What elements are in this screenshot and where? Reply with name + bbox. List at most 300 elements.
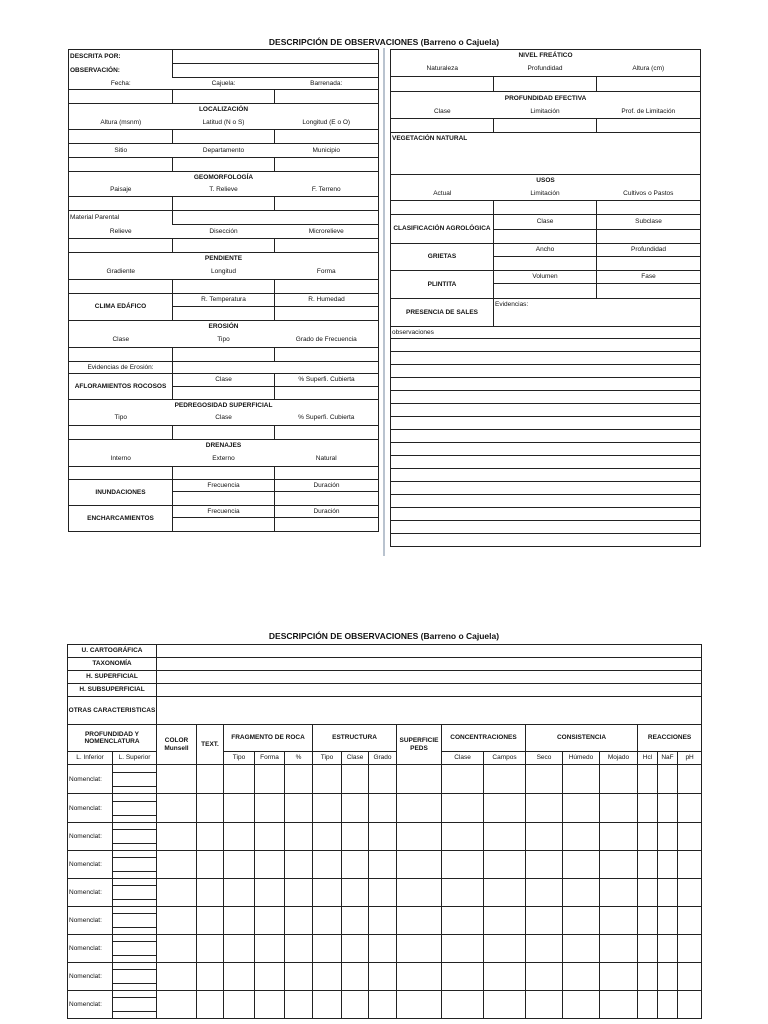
horizon-cell[interactable] <box>313 794 342 823</box>
horizon-cell[interactable] <box>484 879 526 907</box>
horizon-cell[interactable] <box>197 879 224 907</box>
ancho-field[interactable] <box>494 257 597 271</box>
sitio-label: Sitio <box>69 144 173 158</box>
observaciones-line[interactable] <box>391 352 701 365</box>
horizon-cell[interactable] <box>397 991 442 1019</box>
horizon-cell[interactable] <box>224 765 255 794</box>
horizon-cell[interactable] <box>600 765 638 794</box>
horizon-cell[interactable] <box>224 879 255 907</box>
naturaleza-label: Naturaleza <box>391 62 494 77</box>
evidencias-erosion-field[interactable] <box>173 362 379 374</box>
usos-limitacion-field[interactable] <box>494 201 597 215</box>
altura-cm-field[interactable] <box>597 77 701 92</box>
horizon-cell[interactable] <box>484 907 526 935</box>
nomenclat-label: Nomenclat: <box>68 830 113 844</box>
horizon-cell[interactable] <box>678 851 702 879</box>
horizon-cell[interactable] <box>658 765 678 794</box>
horizon-cell[interactable] <box>442 851 484 879</box>
observacion-field[interactable] <box>173 64 379 78</box>
observaciones-line[interactable] <box>391 521 701 534</box>
fecha-label: Fecha: <box>110 79 131 87</box>
horizon-cell[interactable] <box>342 851 369 879</box>
horizon-cell[interactable] <box>563 823 600 851</box>
horizon-cell[interactable] <box>600 935 638 963</box>
observaciones-line[interactable] <box>391 378 701 391</box>
horizon-cell[interactable] <box>638 794 658 823</box>
horizon-cell[interactable] <box>157 879 197 907</box>
horizon-cell[interactable] <box>526 823 563 851</box>
erosion-tipo-field[interactable] <box>173 348 275 362</box>
observaciones-line[interactable] <box>391 365 701 378</box>
horizon-cell[interactable] <box>224 907 255 935</box>
l-superior-cell[interactable] <box>113 956 157 963</box>
horizon-cell[interactable] <box>285 879 313 907</box>
ancho-label: Ancho <box>494 244 597 257</box>
horizon-cell[interactable] <box>638 963 658 991</box>
forma-field[interactable] <box>275 280 379 294</box>
horizon-cell[interactable] <box>157 963 197 991</box>
r-humedad-field[interactable] <box>275 307 379 321</box>
horizon-cell[interactable] <box>285 907 313 935</box>
horizon-cell[interactable] <box>484 991 526 1019</box>
l-inferior-cell <box>68 872 113 879</box>
l-superior-cell[interactable] <box>113 1012 157 1019</box>
horizon-cell[interactable] <box>526 935 563 963</box>
horizon-cell[interactable] <box>369 765 397 794</box>
natural-label: Natural <box>275 452 379 467</box>
horizon-cell[interactable] <box>600 991 638 1019</box>
horizon-cell[interactable] <box>442 907 484 935</box>
horizon-cell[interactable] <box>638 991 658 1019</box>
inundaciones-duracion-label: Duración <box>275 480 379 492</box>
altura-label: Altura (msnm) <box>69 116 173 130</box>
seco-header: Seco <box>526 752 563 765</box>
pedregosidad-clase-field[interactable] <box>173 426 275 440</box>
horizon-cell[interactable] <box>313 935 342 963</box>
horizon-cell[interactable] <box>369 991 397 1019</box>
afloramientos-label: AFLORAMIENTOS ROCOSOS <box>69 374 173 400</box>
horizon-cell[interactable] <box>678 794 702 823</box>
horizon-cell[interactable] <box>397 907 442 935</box>
naturaleza-field[interactable] <box>391 77 494 92</box>
horizon-cell[interactable] <box>658 823 678 851</box>
horizon-cell[interactable] <box>563 935 600 963</box>
horizon-cell[interactable] <box>255 823 285 851</box>
evidencias-field[interactable]: Evidencias: <box>494 299 701 327</box>
horizon-cell[interactable] <box>342 765 369 794</box>
l-superior-cell[interactable] <box>113 872 157 879</box>
afloramientos-pct-field[interactable] <box>275 387 379 400</box>
pe-limitacion-field[interactable] <box>494 119 597 133</box>
l-superior-cell[interactable] <box>113 886 157 900</box>
concentraciones-header: CONCENTRACIONES <box>442 725 526 752</box>
taxonomia-field[interactable] <box>157 658 702 671</box>
horizon-cell[interactable] <box>255 991 285 1019</box>
horizon-cell[interactable] <box>369 907 397 935</box>
fragmento-forma-header: Forma <box>255 752 285 765</box>
horizon-cell[interactable] <box>563 963 600 991</box>
microrelieve-field[interactable] <box>275 239 379 253</box>
horizon-cell[interactable] <box>397 851 442 879</box>
observaciones-line[interactable] <box>391 482 701 495</box>
horizon-cell[interactable] <box>600 794 638 823</box>
erosion-clase-field[interactable] <box>69 348 173 362</box>
horizon-cell[interactable] <box>563 765 600 794</box>
diseccion-field[interactable] <box>173 239 275 253</box>
horizon-cell[interactable] <box>484 765 526 794</box>
observaciones-line[interactable] <box>391 534 701 547</box>
observaciones-line[interactable] <box>391 508 701 521</box>
usos-limitacion-label: Limitación <box>530 189 560 197</box>
l-superior-cell[interactable] <box>113 773 157 787</box>
descrita-field[interactable] <box>173 50 379 64</box>
vegetacion-natural-field[interactable]: VEGETACIÓN NATURAL <box>391 133 701 175</box>
horizon-cell[interactable] <box>442 991 484 1019</box>
horizon-cell[interactable] <box>442 765 484 794</box>
l-superior-cell[interactable] <box>113 928 157 935</box>
fecha-field[interactable] <box>69 90 173 104</box>
l-superior-cell[interactable] <box>113 787 157 794</box>
l-superior-cell[interactable] <box>113 851 157 858</box>
horizon-cell[interactable] <box>658 963 678 991</box>
horizon-cell[interactable] <box>369 935 397 963</box>
horizon-cell[interactable] <box>526 794 563 823</box>
horizon-cell[interactable] <box>484 963 526 991</box>
horizon-cell[interactable] <box>224 794 255 823</box>
horizon-cell[interactable] <box>157 851 197 879</box>
l-superior-cell[interactable] <box>113 794 157 802</box>
horizon-cell[interactable] <box>484 794 526 823</box>
horizon-cell[interactable] <box>197 963 224 991</box>
horizon-cell[interactable] <box>658 851 678 879</box>
barrenada-field[interactable] <box>275 90 379 104</box>
horizon-cell[interactable] <box>678 907 702 935</box>
longitud-label: Longitud (E o O) <box>275 116 379 130</box>
grado-frecuencia-label: Grado de Frecuencia <box>275 333 379 348</box>
municipio-field[interactable] <box>275 158 379 172</box>
otras-caracteristicas-field[interactable] <box>157 697 702 725</box>
horizon-cell[interactable] <box>484 935 526 963</box>
nf-profundidad-field[interactable] <box>494 77 597 92</box>
l-superior-cell[interactable] <box>113 907 157 914</box>
horizon-cell[interactable] <box>255 879 285 907</box>
subclase-field[interactable] <box>597 230 701 244</box>
horizon-row <box>68 823 702 830</box>
observaciones-line[interactable] <box>391 404 701 417</box>
horizon-cell[interactable] <box>678 963 702 991</box>
horizon-cell[interactable] <box>157 765 197 794</box>
horizon-cell[interactable] <box>526 879 563 907</box>
l-superior-header: L. Superior <box>113 752 157 765</box>
horizon-cell[interactable] <box>369 851 397 879</box>
horizon-cell[interactable] <box>197 935 224 963</box>
horizon-cell[interactable] <box>224 851 255 879</box>
horizon-cell[interactable] <box>157 907 197 935</box>
horizon-cell[interactable] <box>563 907 600 935</box>
horizon-cell[interactable] <box>224 963 255 991</box>
pe-limitacion-label: Limitación <box>530 107 560 115</box>
encharcamientos-duracion-field[interactable] <box>275 518 379 532</box>
horizon-cell[interactable] <box>526 851 563 879</box>
l-inferior-cell <box>68 963 113 970</box>
horizon-cell[interactable] <box>397 935 442 963</box>
horizon-cell[interactable] <box>342 823 369 851</box>
horizon-cell[interactable] <box>397 963 442 991</box>
horizon-cell[interactable] <box>197 851 224 879</box>
horizon-cell[interactable] <box>600 879 638 907</box>
r-temperatura-field[interactable] <box>173 307 275 321</box>
ph-header: pH <box>678 752 702 765</box>
horizon-cell[interactable] <box>678 765 702 794</box>
natural-field[interactable] <box>275 467 379 480</box>
horizon-cell[interactable] <box>442 963 484 991</box>
longitud-field[interactable] <box>275 130 379 144</box>
horizon-cell[interactable] <box>484 823 526 851</box>
cajuela-field[interactable] <box>173 90 275 104</box>
horizon-cell[interactable] <box>285 794 313 823</box>
fragmento-header: FRAGMENTO DE ROCA <box>224 725 313 752</box>
prof-nomenclatura-header: PROFUNDIDAD Y NOMENCLATURA <box>68 725 157 752</box>
horizon-cell[interactable] <box>397 879 442 907</box>
horizon-cell[interactable] <box>678 935 702 963</box>
horizon-cell[interactable] <box>600 907 638 935</box>
l-superior-cell[interactable] <box>113 900 157 907</box>
sitio-field[interactable] <box>69 158 173 172</box>
horizon-cell[interactable] <box>526 963 563 991</box>
horizon-cell[interactable] <box>638 935 658 963</box>
horizon-cell[interactable] <box>638 765 658 794</box>
volumen-field[interactable] <box>494 284 597 299</box>
horizon-cell[interactable] <box>285 765 313 794</box>
fase-field[interactable] <box>597 284 701 299</box>
horizon-cell[interactable] <box>197 794 224 823</box>
latitud-field[interactable] <box>173 130 275 144</box>
horizon-cell[interactable] <box>197 907 224 935</box>
erosion-heading: EROSIÓN <box>69 321 379 333</box>
horizon-cell[interactable] <box>255 794 285 823</box>
inundaciones-frecuencia-field[interactable] <box>173 492 275 506</box>
horizon-cell[interactable] <box>442 823 484 851</box>
observaciones-line[interactable] <box>391 430 701 443</box>
f-terreno-field[interactable] <box>275 197 379 211</box>
altura-field[interactable] <box>69 130 173 144</box>
h-subsuperficial-field[interactable] <box>157 684 702 697</box>
horizon-cell[interactable] <box>313 879 342 907</box>
horizon-cell[interactable] <box>224 991 255 1019</box>
horizon-cell[interactable] <box>285 963 313 991</box>
horizon-cell[interactable] <box>563 879 600 907</box>
horizon-cell[interactable] <box>342 794 369 823</box>
material-parental-label: Material Parental <box>69 211 173 225</box>
l-superior-cell[interactable] <box>113 879 157 886</box>
horizon-cell[interactable] <box>563 794 600 823</box>
horizon-cell[interactable] <box>442 879 484 907</box>
horizon-cell[interactable] <box>658 794 678 823</box>
paisaje-field[interactable] <box>69 197 173 211</box>
l-superior-cell[interactable] <box>113 816 157 823</box>
observaciones-line[interactable] <box>391 443 701 456</box>
departamento-field[interactable] <box>173 158 275 172</box>
ca-clase-field[interactable] <box>494 230 597 244</box>
inundaciones-duracion-field[interactable] <box>275 492 379 506</box>
actual-field[interactable] <box>391 201 494 215</box>
h-superficial-label: H. SUPERFICIAL <box>68 671 157 684</box>
externo-field[interactable] <box>173 467 275 480</box>
descrita-label: DESCRITA POR: <box>70 53 121 61</box>
horizon-cell[interactable] <box>255 851 285 879</box>
afloramientos-clase-field[interactable] <box>173 387 275 400</box>
pedregosidad-pct-field[interactable] <box>275 426 379 440</box>
gradiente-field[interactable] <box>69 280 173 294</box>
l-superior-cell[interactable] <box>113 935 157 942</box>
observaciones-line[interactable] <box>391 391 701 404</box>
pedregosidad-tipo-field[interactable] <box>69 426 173 440</box>
horizon-cell[interactable] <box>658 907 678 935</box>
grado-frecuencia-field[interactable] <box>275 348 379 362</box>
observaciones-line[interactable] <box>391 456 701 469</box>
horizon-cell[interactable] <box>255 907 285 935</box>
horizon-cell[interactable] <box>442 794 484 823</box>
l-superior-cell[interactable] <box>113 823 157 830</box>
observaciones-line[interactable] <box>391 495 701 508</box>
h-superficial-field[interactable] <box>157 671 702 684</box>
horizon-cell[interactable] <box>397 823 442 851</box>
horizon-cell[interactable] <box>600 851 638 879</box>
prof-limitacion-field[interactable] <box>597 119 701 133</box>
horizon-cell[interactable] <box>638 907 658 935</box>
horizon-cell[interactable] <box>678 823 702 851</box>
horizon-cell[interactable] <box>197 823 224 851</box>
horizon-cell[interactable] <box>224 823 255 851</box>
l-superior-cell[interactable] <box>113 942 157 956</box>
u-cartografica-field[interactable] <box>157 645 702 658</box>
horizon-cell[interactable] <box>397 765 442 794</box>
horizon-cell[interactable] <box>255 935 285 963</box>
l-superior-cell[interactable] <box>113 802 157 816</box>
cultivos-pastos-field[interactable] <box>597 201 701 215</box>
horizon-cell[interactable] <box>342 935 369 963</box>
horizon-cell[interactable] <box>342 963 369 991</box>
horizon-cell[interactable] <box>313 963 342 991</box>
horizon-cell[interactable] <box>369 879 397 907</box>
l-superior-cell[interactable] <box>113 765 157 773</box>
observaciones-line[interactable] <box>391 339 701 352</box>
horizon-cell[interactable] <box>197 991 224 1019</box>
pe-clase-field[interactable] <box>391 119 494 133</box>
l-inferior-cell <box>68 879 113 886</box>
observaciones-line[interactable] <box>391 469 701 482</box>
horizon-cell[interactable] <box>658 991 678 1019</box>
horizon-cell[interactable] <box>313 991 342 1019</box>
horizon-cell[interactable] <box>563 851 600 879</box>
interno-field[interactable] <box>69 467 173 480</box>
horizon-cell[interactable] <box>285 823 313 851</box>
paisaje-label: Paisaje <box>69 184 173 197</box>
horizon-cell[interactable] <box>638 851 658 879</box>
longitud-p-field[interactable] <box>173 280 275 294</box>
horizon-cell[interactable] <box>157 823 197 851</box>
l-superior-cell[interactable] <box>113 970 157 984</box>
horizon-cell[interactable] <box>157 794 197 823</box>
l-inferior-cell <box>68 984 113 991</box>
horizon-cell[interactable] <box>285 851 313 879</box>
actual-label: Actual <box>391 187 494 201</box>
horizon-cell[interactable] <box>526 991 563 1019</box>
horizon-cell[interactable] <box>255 765 285 794</box>
grietas-profundidad-field[interactable] <box>597 257 701 271</box>
horizon-cell[interactable] <box>600 823 638 851</box>
volumen-label: Volumen <box>494 271 597 284</box>
l-inferior-cell <box>68 844 113 851</box>
relieve-field[interactable] <box>69 239 173 253</box>
observaciones-line[interactable] <box>391 417 701 430</box>
horizon-cell[interactable] <box>526 907 563 935</box>
horizon-cell[interactable] <box>484 851 526 879</box>
otras-caracteristicas-label: OTRAS CARACTERISTICAS <box>68 697 157 725</box>
localizacion-heading: LOCALIZACIÓN <box>69 104 379 116</box>
horizon-cell[interactable] <box>313 823 342 851</box>
externo-label: Externo <box>212 455 235 463</box>
l-inferior-cell <box>68 816 113 823</box>
l-superior-cell[interactable] <box>113 984 157 991</box>
horizon-cell[interactable] <box>369 823 397 851</box>
horizon-row <box>68 991 702 998</box>
horizon-cell[interactable] <box>678 991 702 1019</box>
form2-title: DESCRIPCIÓN DE OBSERVACIONES (Barreno o Cajuela) <box>268 631 500 641</box>
horizon-cell[interactable] <box>197 765 224 794</box>
encharcamientos-frecuencia-field[interactable] <box>173 518 275 532</box>
prof-limitacion-label: Prof. de Limitación <box>597 105 701 119</box>
horizon-cell[interactable] <box>313 851 342 879</box>
horizon-cell[interactable] <box>224 935 255 963</box>
l-superior-cell[interactable] <box>113 998 157 1012</box>
horizon-cell[interactable] <box>638 879 658 907</box>
horizon-cell[interactable] <box>563 991 600 1019</box>
l-superior-cell[interactable] <box>113 844 157 851</box>
horizon-cell[interactable] <box>442 935 484 963</box>
horizon-cell[interactable] <box>342 991 369 1019</box>
horizon-cell[interactable] <box>342 879 369 907</box>
horizon-cell[interactable] <box>342 907 369 935</box>
t-relieve-field[interactable] <box>173 197 275 211</box>
material-parental-field[interactable] <box>173 211 379 225</box>
l-superior-cell[interactable] <box>113 963 157 970</box>
horizon-cell[interactable] <box>255 963 285 991</box>
horizon-cell[interactable] <box>526 765 563 794</box>
l-superior-cell[interactable] <box>113 991 157 998</box>
horizon-cell[interactable] <box>285 935 313 963</box>
horizon-cell[interactable] <box>157 935 197 963</box>
l-superior-cell[interactable] <box>113 914 157 928</box>
horizon-cell[interactable] <box>678 879 702 907</box>
horizon-cell[interactable] <box>313 765 342 794</box>
horizon-cell[interactable] <box>285 991 313 1019</box>
horizon-cell[interactable] <box>638 823 658 851</box>
usos-heading: USOS <box>391 175 701 187</box>
l-superior-cell[interactable] <box>113 858 157 872</box>
horizon-cell[interactable] <box>658 935 678 963</box>
horizon-cell[interactable] <box>600 963 638 991</box>
diseccion-label: Disección <box>173 225 275 239</box>
horizon-cell[interactable] <box>313 907 342 935</box>
horizon-cell[interactable] <box>369 963 397 991</box>
left-panel <box>68 49 379 532</box>
l-superior-cell[interactable] <box>113 830 157 844</box>
horizon-cell[interactable] <box>658 879 678 907</box>
horizon-cell[interactable] <box>157 991 197 1019</box>
horizon-cell[interactable] <box>397 794 442 823</box>
horizon-cell[interactable] <box>369 794 397 823</box>
